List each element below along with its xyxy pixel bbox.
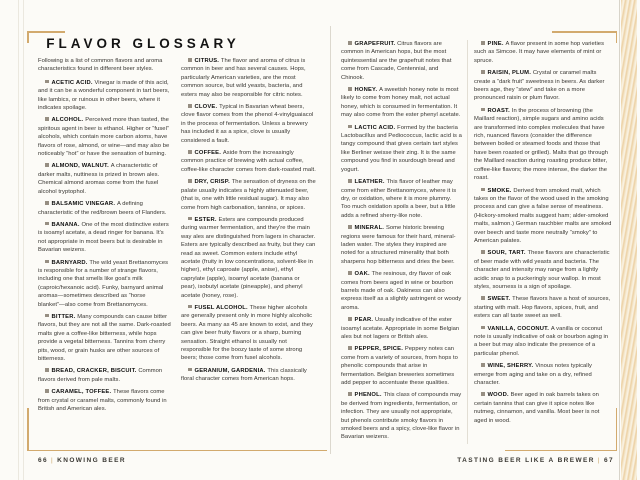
glossary-entry	[474, 325, 612, 359]
bullet-square-icon	[348, 392, 352, 396]
glossary-entry	[181, 216, 316, 300]
entry-term: PINE.	[487, 41, 506, 47]
glossary-entry	[181, 103, 316, 145]
footer-chapter-right: TASTING BEER LIKE A BREWER	[457, 457, 595, 464]
entry-term: PEAR.	[354, 317, 376, 324]
entry-text: Typical in Bavarian wheat beers, clove flavor comes from the phenol 4-vinylguaiacol in the process of fermentation. Unless a brewery has included it as a spice, clove is usually considered a fault.	[181, 104, 314, 144]
bullet-square-icon	[45, 201, 49, 205]
entry-text: These flavors have a host of sources, starting with malt. Hop flavors, spices, fruit, and esters can all taste sweet as well.	[474, 296, 611, 320]
entry-term: MINERAL.	[354, 225, 386, 232]
gold-rule-bottom-left-vertical	[27, 408, 29, 451]
footer-separator: |	[51, 457, 55, 464]
bullet-square-icon	[188, 58, 192, 62]
bullet-square-icon	[45, 389, 49, 393]
entry-term: WOOD.	[487, 392, 511, 399]
entry-term: LACTIC ACID.	[354, 124, 398, 131]
entry-term: BALSAMIC VINEGAR.	[51, 201, 117, 208]
glossary-column-4	[474, 40, 612, 449]
entry-term: OAK.	[354, 271, 372, 278]
entry-term: ACETIC ACID.	[51, 79, 95, 86]
glossary-entry	[474, 107, 612, 183]
bullet-square-icon	[188, 150, 192, 154]
bullet-square-icon	[45, 260, 49, 264]
glossary-entry	[181, 178, 316, 212]
glossary-entry	[341, 86, 462, 120]
entry-text: Formed by the bacteria Lactobacillus and Pediococcus, lactic acid is a tangy compound that gives certain tart styles like Berliner weisse their zing. It is the same compound you find in sourdough bread and yogurt.	[341, 124, 462, 173]
glossary-entry	[38, 313, 172, 363]
glossary-entry	[474, 40, 612, 65]
bullet-square-icon	[348, 41, 352, 45]
gold-rule-bottom-right-horizontal	[505, 450, 617, 452]
entry-text: This classically floral character comes from American hops.	[181, 367, 307, 383]
glossary-entry	[341, 270, 462, 312]
entry-term: PHENOL.	[354, 392, 384, 399]
glossary-entry	[474, 362, 612, 387]
entry-text: Many compounds can cause bitter flavors, but they are not all the same. Dark-roasted malts give a coffee-like bitterness, while hops provide a vegetal bitterness. Tannins from cherry pits, wood, or grain husks are other sources of bitterness.	[38, 313, 171, 362]
glossary-entry	[474, 391, 612, 425]
entry-term: ROAST.	[487, 107, 512, 114]
glossary-entry	[38, 221, 172, 255]
entry-term: GRAPEFRUIT.	[354, 41, 398, 47]
footer-chapter-left: KNOWING BEER	[57, 457, 126, 464]
entry-term: ALMOND, WALNUT.	[51, 163, 111, 170]
intro-text: Following is a list of common flavors and aroma characteristics found in different beer styles.	[38, 58, 163, 73]
entry-text: Derived from smoked malt, which takes on the flavor of the wood used in the smoking process and can give a false sense of meatiness. (Hickory-smoked malts suggest ham; alder-smoked malts, salmon.) German rauchbier malts are smoked over beech and taste more neutrally “smoky” to American palates.	[474, 187, 612, 244]
right-page-edge-line	[619, 0, 620, 480]
entry-term: RAISIN, PLUM.	[487, 70, 533, 77]
glossary-entry	[38, 388, 172, 413]
page-title: FLAVOR GLOSSARY	[46, 36, 240, 51]
bullet-square-icon	[481, 392, 485, 396]
glossary-column-3	[341, 40, 462, 449]
entry-text: Usually indicative of the ester isoamyl acetate. Appropriate in some Belgian ales but not lagers or British ales.	[341, 317, 460, 340]
bullet-square-icon	[481, 363, 485, 367]
gold-rule-top-right-vertical	[616, 31, 618, 43]
entry-text: The wild yeast Brettanomyces is responsible for a number of strange flavors, including one that smells like goat's milk (caproic/hexanoic acid). Funky, barnyard animal aromas—sometimes described as “horse blanket”—also come from Brettanomyces.	[38, 259, 169, 308]
glossary-entry	[181, 57, 316, 99]
bullet-square-icon	[348, 271, 352, 275]
entry-term: SWEET.	[487, 296, 513, 303]
bullet-square-icon	[45, 368, 49, 372]
entry-text: Vinous notes typically emerge from aging and take on a dry, refined character.	[474, 363, 592, 387]
glossary-entry	[341, 178, 462, 220]
bullet-square-icon	[348, 87, 352, 91]
entry-term: HONEY.	[354, 87, 380, 94]
entry-term: COFFEE.	[194, 150, 223, 157]
bullet-square-icon	[481, 188, 485, 192]
bullet-square-icon	[481, 250, 485, 254]
gold-rule-top-left-vertical	[27, 31, 29, 43]
glossary-entry	[181, 367, 316, 384]
bullet-square-icon	[481, 41, 485, 45]
glossary-column-1	[38, 57, 172, 449]
bullet-square-icon	[45, 117, 49, 121]
entry-text: A flavor present in some hop varieties such as Simcoe. It may have elements of mint or spruce.	[474, 41, 605, 64]
bullet-square-icon	[348, 317, 352, 321]
gold-rule-bottom-left-horizontal	[27, 450, 327, 452]
glossary-entry	[474, 69, 612, 103]
entry-text: A characteristic of darker malts, nuttiness is prized in brown ales. Chemical almond aromas come from the fusel alcohol tryptophol.	[38, 163, 160, 195]
entry-term: BREAD, CRACKER, BISCUIT.	[51, 368, 139, 375]
entry-term: VANILLA, COCONUT.	[487, 325, 551, 332]
glossary-entry	[38, 162, 172, 196]
glossary-entry	[341, 391, 462, 441]
glossary-entry	[341, 224, 462, 266]
bullet-square-icon	[348, 225, 352, 229]
entry-text: A vanilla or coconut note is usually indicative of oak or bourbon aging in a beer but may also indicate the presence of a particular phenol.	[474, 325, 609, 357]
glossary-entry	[341, 316, 462, 341]
entry-text: In the process of browning (the Maillard reaction), simple sugars and amino acids are transformed into complex molecules that have rich, nuanced flavors (consider the difference between boiled or steamed foods and those that have been roasted or grilled). Malts that go through the Maillard reaction during roasting produce bitter, coffee-like flavors; the more intense, the darker the roast.	[474, 107, 609, 182]
glossary-entry	[38, 116, 172, 158]
bullet-square-icon	[45, 80, 49, 84]
entry-term: SMOKE.	[487, 187, 514, 194]
footer-left	[38, 457, 126, 464]
gold-rule-top-left-horizontal	[27, 31, 65, 33]
bullet-square-icon	[481, 108, 485, 112]
gilt-page-edge-pattern	[621, 0, 637, 480]
entry-text: Some historic brewing regions were famous for their hard, mineral-laden water. The styles they inspired are noted for a structured minerality that both sharpens hop bitterness and dries the beer.	[341, 225, 456, 265]
bullet-square-icon	[188, 179, 192, 183]
glossary-entry	[341, 345, 462, 387]
glossary-entry	[474, 187, 612, 246]
glossary-entry	[38, 200, 172, 217]
entry-term: SOUR, TART.	[487, 250, 528, 257]
entry-term: BANANA.	[51, 221, 82, 228]
entry-term: PEPPER, SPICE.	[354, 346, 405, 353]
page-gutter-line	[330, 26, 331, 454]
glossary-entry	[38, 367, 172, 384]
entry-text: The flavor and aroma of citrus is common in beer and has several causes. Hops, particularly American varieties, are the most common source, but wild yeasts, bacteria, and esters may also be responsible for citric notes.	[181, 58, 306, 98]
entry-text: This flavor of leather may come from either Brettanomyces, where it is dry, or oxidation, where it is more plummy. Too much oxidation spoils a beer, but a little adds a refined sherry-like note.	[341, 179, 457, 219]
entry-text: These flavors come from crystal or caramel malts, commonly found in British and American ales.	[38, 389, 167, 413]
bullet-square-icon	[348, 179, 352, 183]
entry-text: A sweetish honey note is most likely to come from honey malt, not actual honey, which is consumed in fermentation. It may also come from the ester phenyl acetate.	[341, 87, 461, 119]
entry-term: CITRUS.	[194, 58, 221, 64]
footer-separator: |	[597, 457, 601, 464]
entry-text: Esters are compounds produced during warmer fermentation, and they're the main way ales are distinguished from lagers in character. Esters are typically described as fruity, but they can read as sweet. Common esters include ethyl acetate (fruity in low concentrations, solvent-like in higher), ethyl caproate (apple, anise), ethyl caprylate (apple), isoamyl acetate (banana or pear), isobutyl acetate (pineapple), and phenyl acetate (honey, rose).	[181, 216, 316, 299]
entry-text: Aside from the increasingly common practice of brewing with actual coffee, coffee-like character comes from dark-roasted malt.	[181, 150, 316, 173]
entry-term: ESTER.	[194, 216, 219, 223]
entry-term: WINE, SHERRY.	[487, 363, 536, 370]
entry-text: A defining characteristic of the red/brown beers of Flanders.	[38, 201, 167, 216]
entry-term: BITTER.	[51, 313, 78, 320]
entry-text: One of the most distinctive esters is isoamyl acetate, a dead ringer for banana. It's not appropriate in most beers but is desirable in Bavarian weizens.	[38, 221, 169, 254]
page-stack-edge-line	[18, 0, 19, 480]
column-divider-line	[467, 40, 468, 444]
glossary-entry	[38, 79, 172, 113]
glossary-column-2	[181, 57, 316, 449]
bullet-square-icon	[348, 346, 352, 350]
glossary-entry	[341, 124, 462, 174]
gold-rule-bottom-right-vertical	[616, 408, 618, 451]
entry-term: GERANIUM, GARDENIA.	[194, 367, 268, 374]
entry-text: Peppery notes can come from a variety of sources, from hops to phenolic compounds that arise in fermentation. Belgian breweries sometimes add pepper to accentuate these qualities.	[341, 346, 458, 387]
bullet-square-icon	[348, 125, 352, 129]
page-stack-edge-line	[23, 0, 24, 480]
entry-term: CLOVE.	[194, 104, 220, 111]
entry-term: ALCOHOL.	[51, 117, 86, 124]
entry-text: Common flavors derived from pale malts.	[38, 368, 163, 383]
page-number-left: 66	[38, 457, 49, 464]
entry-term: DRY, CRISP.	[194, 179, 232, 186]
gold-rule-top-right-horizontal	[552, 31, 617, 33]
entry-term: CARAMEL, TOFFEE.	[51, 389, 114, 396]
bullet-square-icon	[45, 163, 49, 167]
entry-text: Citrus flavors are common in American hops, but the most quintessential are the grapefruit notes that come from Cascade, Centennial, and Chinook.	[341, 41, 452, 81]
entry-term: LEATHER.	[354, 179, 387, 186]
bullet-square-icon	[481, 296, 485, 300]
entry-text: These higher alcohols are generally present only in more highly alcoholic beers. As many as 45 are known to exist, and they can give beer fruity flavors or a sharp, burning sensation. Straight ethanol is usually not responsible for the boozy taste of some strong beers; those come from fusel alcohols.	[181, 304, 313, 362]
glossary-entry	[181, 149, 316, 174]
entry-text: These flavors are characteristic of beer made with wild yeasts and bacteria. The character and intensity may range from a lightly acidic snap to a puckeringly sour wallop. In most styles, sourness is a sign of spoilage.	[474, 250, 610, 290]
entry-text: The sensation of dryness on the palate usually indicates a highly attenuated beer, (that is, one with little residual sugar). It may also come from high carbonation, tannins, or spices.	[181, 179, 316, 211]
entry-term: FUSEL ALCOHOL.	[194, 304, 250, 311]
bullet-square-icon	[481, 326, 485, 330]
entry-text: This class of compounds may be derived from ingredients, fermentation, or infection. They are usually not appropriate, but phenols contribute smoky flavors in smoked beers and a spicy, clove-like flavor in Bavarian weizens.	[341, 392, 462, 441]
glossary-entry	[38, 259, 172, 309]
entry-term: BARNYARD.	[51, 259, 90, 266]
entry-text: Vinegar is made of this acid, and it can be a wonderful component in tart beers, like lambics, or ruinous in other beers, where it indicates spoilage.	[38, 79, 170, 112]
bullet-square-icon	[481, 70, 485, 74]
page-number-right: 67	[603, 457, 614, 464]
entry-text: Perceived more than tasted, the spiritous agent in beer is ethanol. Higher or “fusel” alcohols, which contain more carbon atoms, have flavors of rose, almond, or wine—and may also be noticeably “hot” or have the sensation of burning.	[38, 117, 170, 158]
footer-right	[457, 457, 614, 464]
bullet-square-icon	[188, 217, 192, 221]
bullet-square-icon	[188, 368, 192, 372]
bullet-square-icon	[188, 104, 192, 108]
entry-text: Crystal or caramel malts create a “dark fruit” sweetness in beers. As darker beers age, they “stew” and take on a more pronounced raisin or plum flavor.	[474, 70, 605, 102]
entry-text: The resinous, dry flavor of oak comes from beers aged in wine or bourbon barrels made of oak. Oakiness can also express itself as a slightly astringent or woody aroma.	[341, 271, 462, 311]
glossary-entry	[181, 304, 316, 363]
glossary-entry	[474, 295, 612, 320]
bullet-square-icon	[45, 222, 49, 226]
bullet-square-icon	[188, 305, 192, 309]
bullet-square-icon	[45, 314, 49, 318]
glossary-entry	[341, 40, 462, 82]
glossary-entry	[474, 249, 612, 291]
entry-text: Beer aged in oak barrels takes on certain tannins that can give it spice notes like nutmeg, cinnamon, and vanilla. Most beer is not aged in wood.	[474, 392, 600, 424]
